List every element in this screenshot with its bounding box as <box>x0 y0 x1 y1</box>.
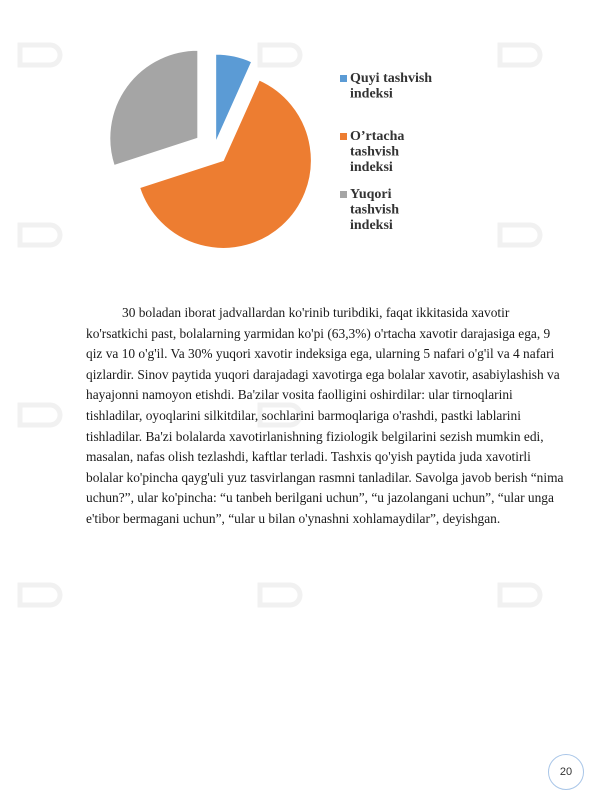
legend-label-3: Yuqori tashvish indeksi <box>350 187 400 233</box>
legend-swatch-2 <box>340 133 347 140</box>
legend-swatch-3 <box>340 191 347 198</box>
legend-swatch-1 <box>340 75 347 82</box>
chart-legend <box>340 71 432 233</box>
page-number-badge <box>548 754 584 790</box>
legend-label-2: O’rtacha tashvish indeksi <box>350 129 405 175</box>
pie-slices <box>110 50 312 248</box>
pie-chart <box>90 40 470 260</box>
body-text <box>86 303 564 530</box>
legend-label-1: Quyi tashvish indeksi <box>350 71 433 102</box>
page-number: 20 <box>559 766 573 778</box>
body-paragraph: 30 boladan iborat jadvallardan ko'rinib turibdiki, faqat ikkitasida xavotir ko'rsatkichi past, bolalarning yarmidan ko'pi (63,3%) o'rtacha xavotir darajasiga ega, 9 qiz va 10 o'g'il. Va 30% yuqori xavotir indeksiga ega, ularning 5 nafari o'g'il va 4 nafari qizlardir. Sinov paytida yuqori darajadagi xavotirga ega bolalar xavotir, asabiylashish va hayajonni namoyon etishdi. Ba'zilar vosita faolligini oshirdilar: ular tirnoqlarini tishladilar, oyoqlarini silkitdilar, sochlarini barmoqlariga o'rashdi, pastki lablarini tishladilar. Ba'zi bolalarda xavotirlanishning fiziologik belgilarini sezish mumkin edi, masalan, nafas olish tezlashdi, kaftlar terladi. Tashxis qo'yish paytida juda xavotirli bolalar ko'pincha qayg'uli yuz tasvirlangan rasmni tanladilar. Savolga javob berish “nima uchun?”, ular ko'pincha: “u tanbeh berilgani uchun”, “u jazolangani uchun”, “ular unga e'tibor bermagani uchun”, “ular u bilan o'ynashni xohlamaydilar”, deyishgan. <box>86 305 564 526</box>
pie-slice-3 <box>110 50 198 165</box>
